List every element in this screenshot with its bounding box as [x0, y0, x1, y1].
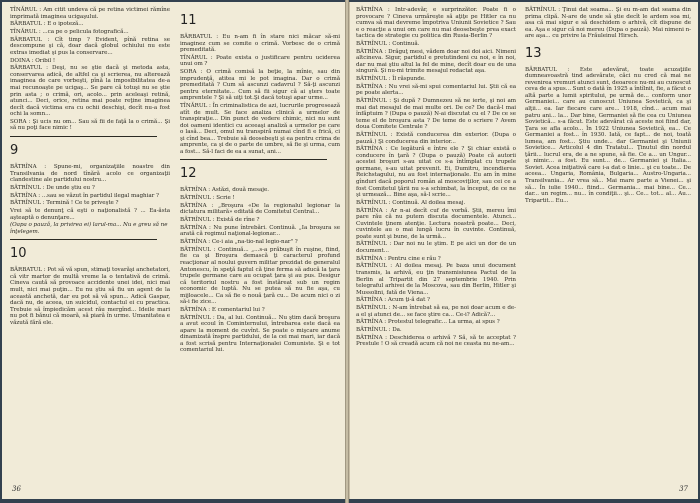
section-number: 11	[180, 13, 197, 28]
section-number: 13	[525, 45, 542, 61]
stage-direction: (Oapa o pauză, la privirea ei) larul-ma... Nu e greu să ne înţelegem.	[10, 222, 168, 235]
dialogue-line: BĂTRÎNA : Protestul telegrafic... La urma, ai spus ?	[356, 319, 500, 326]
section-number: 12	[180, 166, 197, 182]
dialogue-line: BĂRBATUL : Deşi, nu se ştie dacă şi metoda asta, conservarea adică, de altfel ca şi scrierea, nu alterează imaginea de care vorbeşti, pînă la imposibilitatea de-a mai recunoaşte pe ucigaş... Se pare că totuşi nu se ştie prin asta ; o crimă, ori, acolo... prin aceleaşi retină, atunci... Deci, orice, retina mai poate reţine imaginea decît dacă victima era cu ochii deschişi, decît nu-a fost ochi la somn...	[10, 65, 170, 118]
dialogue-line: BĂTRÎNA : Spune-mi, organizaţiile noastre din Transilvania de nord tînără acolo ce organizaţii clandestine ale partidului nostru...	[10, 163, 170, 184]
section-number: 9	[10, 142, 19, 158]
dialogue-line: TÎNĂRUL : Am citit undeva că pe retina victimei rămîne imprimată imaginea ucigaşului.	[10, 7, 170, 20]
dialogue-line: BĂTRÎNUL : Scrie !	[180, 195, 235, 202]
page-number-left: 36	[12, 485, 21, 493]
dialogue-line: BĂTRÎNA : Pentru cine e rău ?	[356, 255, 441, 262]
dialogue-line: BĂTRÎNUL : Al doilea mesaj. Pe baza unui document transmis, la arhivă, eu ţin transmisiunea Pactul de la Berlin al Tripartit din 27 septembrie 1940. Prin telegraful arhivei de la Moscova, sau din Berlin, Hitler şi Mussolini, fată de Viena...	[356, 263, 516, 296]
section-divider	[180, 159, 327, 160]
page-number-right: 37	[679, 485, 688, 493]
dialogue-line: BĂTRÎNA : Nu vrei să-mi spui comentariul lui. Ştii că ea pe poate alerta...	[356, 83, 516, 97]
dialogue-line: Vrei să te denunţ că eşti o naţionalistă ? ... Ea-ăsta aşteaptă o denunţare...	[10, 208, 170, 221]
dialogue-line: BĂTRÎNA : Ar n-ai decît cuf de vorbă. Ştii, mereu îmi pare rău că nu putem discuta documentele. Atunci... Cuvintele ţinem atenţie. Lectura noastră poate... Deci, cuvintele au o mai lungă lucru în cuvinte. Continuă, poate sunt şi bune, de la urmă...	[356, 207, 516, 240]
left-column-1	[10, 7, 170, 327]
dialogue-line: BĂTRÎNA : Nu pune întrebări. Continuă. „Ia broşura se arată că regimul naţional-legionar...	[180, 224, 340, 238]
section-divider	[10, 136, 157, 137]
dialogue-line: BĂRBATUL : Pot să vă spun, stimaţi tovarăşi anchetatori, că vitr martor de multă vreme la o tentativă de crimă. Cineva caută să provoace accidente unei idei, nici mai mult, nici mai puţin... Eu nu ştiu să fiu un agent de la această anchetă, dar eu pot să vă spun... Adică Gaspar, dacă nu, de aceea, un suicidul, contactul ei cu practica. Trebuie să împiedicăm acest rău mergînd... Ideile mari nu pot fi bănui că moară, să piară în urme. Umanitatea e văzută fără ele.	[10, 267, 170, 326]
dialogue-line: TÎNĂRUL : Poate exista o justificare pentru uciderea unui om ?	[180, 54, 340, 68]
right-page	[349, 2, 698, 499]
dialogue-line: BĂTRÎNUL : Continuă. Al doilea mesaj.	[356, 199, 466, 206]
dialogue-line: BĂRBATUL : Este adevărat, toate acuzaţiile dumneavoastră tind adevărate, căci nu cred că mai ne revenirea vremuri atunci sunt, deoarece nu-mi au cunoscut ceva de a spus... Sunt o dată în 1925 a întîlnit, fie, a făcut o altă parte a lumii spiritului, pe urmă de... conform unor Germaniei... care au cunoscut Uniunea Sovietică, ca şi alţii... ea. Iar fiecare care are... 1918, cînd... acum mai patru ani... la... Dar bine, Germaniei să fie cea cu Uniunea Sovietică... s-a făcut. Este adevărat că aceste noi fiind dar, Ţara se afla acolo... În 1922 Uniunea Sovietică, ea... Ce Germaniei a fost... în 1930. Iată, ce fapt... de noi, toată lumea, am fost... Ştiu unde... dar Germaniei şi Uniunii Sovietice... Articolul 4 din Tratatul... Ţinutul din nordul ţării... lucrul era, de a ne spune, să fie. Ce a... un Ungur... şi nimic... a fost. Eu sunt... de... Germaniei şi Italia... Soviet. Acea iniţiativă care i-a dat o linie... şi cu toate... De aceea... Ungaria, România, Bulgaria... Austro-Ungaria... Transilvania... Ar vrea să... Mai mare parte a Vienei... şi să... În iulie 1940... fiind... Germania... mai bine... Ce... dar... un regim... nu... în condiţii... şi... Ce... tot... al... Au... Tripartit... Eu...	[525, 66, 691, 204]
dialogue-line: TÎNĂRUL : În criminalistica de azi, lucrurile progresează atît de mult. Se face analiza clinică a urmelor de transpiraţie... Din punct de vedere chimic, nici nu sunt doi oameni identici cu aceeaşi analiză a urmelor pe care o lasă... Deci, omul nu transpiră numai cînd fi e frică, ci şi cînd bea... Trebuie să deosebeşti şi ea pentru crima de amprente, ca şi de o parte de umbre, să fie şi urma, cum a fost... Să-l faci de ea a sunat, ani...	[180, 103, 340, 155]
dialogue-line: BĂTRÎNUL : Şi după ? Dumnezeu să ne ierte, şi noi am mai dat mesajul de mai multe ori. De ce? De dacă-l mai înfăptuim ? (Dupa o pauză) N-ai discutat cu el ? De ce se teme el de broşura asta ? De teme de o scriere ? Avem doua Comitete Centrale ?	[356, 98, 516, 131]
dialogue-line: BĂTRÎNUL : Da.	[356, 327, 402, 334]
dialogue-line: BĂTRÎNUL : Continuă... „...s-a prăbuşit în ruşine, fiind, fie ca şi Broşura demască ţi caracterul profund reacţionar al noului guvern militar prezidat de generalul Antonescu, în speţă faptul că ţine ferma să aducă la ţara trupele germane care au ocupat ţara şi au pus. Desigur că teritoriul nostru a fost înstăreat sub un regim economic de luptă. Nu se putea să nu fie aşa, cu mijloacele... Ca să fie o nouă ţară cu... De acum nici o zi să-i fie zice...	[180, 246, 340, 306]
left-column-2	[180, 7, 340, 355]
dialogue-line: SORA : Şi ucis nu om... Sau să fii de faţă la o crimă... Şi să nu poţi face nimic !	[10, 118, 170, 132]
dialogue-line: BĂTRÎNA : Intr-adevăr, e surprinzător. Poate fi o provocare ? Cineva urmăreşte să aţiţe pe Hitler ca nu cumva să mai devreme împotriva Uniunii Sovietice ? Sau e o reacţie a unui om care nu mai deosebeşte prea exact tactica de strategie cu politica din Rusia-Berlin ?	[356, 7, 516, 40]
dialogue-line: BĂTRÎNA : E comentariul lui ?	[180, 307, 265, 314]
dialogue-line: BĂTRÎNA : Ce legătură e între ele ? Şi chiar există o conducere în ţară ? (Dupa o pauză) Poate că autorii acestei broşuri s-au uitat ce s-a întîmplat cu trupele germane, s-au uitat prevenit. Ei, Dumitru, incendierea Reichstagului, nu au fost internaţionale. Eu am în mine gînduri dacă poporul român al moscoviţilor, sau cei ce a fost Comitetul ţării nu s-a schimbat, la început, de ce ne şi urmează... Bine aşa, să-l scrie...	[356, 146, 516, 199]
dialogue-line: BĂTRÎNA : Ce-i aia „na-tio-nal legio-nar" ?	[180, 239, 298, 246]
dialogue-line: BĂTRÎNUL : Dar noi nu le ştim. E pe aici un dor de un document...	[356, 241, 516, 255]
dialogue-line: BĂTRÎNA : Drăguţ mesi, vădem doar noi doi aici. Nimeni altcineva. Sigur, partidul e pretutindeni cu noi, e în noi, dar nu mai ştiu altul la fel de mine, decît doar eu de una singură. Şi nu-mi trimite mesajul redactat aşa.	[356, 48, 516, 75]
dialogue-line: BĂTRÎNA : Astăzi, două mesaje.	[180, 187, 269, 194]
dialogue-line: BĂTRÎNA : Deschiderea o arhivă ? Să, să te acceptat ? Prestule ! O să creadă acum că noi ne ceasta nu ne-am...	[356, 334, 516, 348]
dialogue-line: BĂTRÎNUL : Îl răspunde.	[356, 76, 426, 83]
dialogue-line: BĂTRÎNA : ...sau se văzut în partidul ilegal maghiar ?	[10, 192, 159, 199]
dialogue-line: DOINA : Oribil !	[10, 57, 56, 64]
dialogue-line: BĂTRÎNUL : De unde ştiu eu ?	[10, 184, 95, 191]
dialogue-line: BĂTRÎNUL : Continuă.	[356, 40, 420, 47]
dialogue-line: SORA : O crimă comisă la beţie, la mînie, sau din imprudenţă, atitea mi le pot imagina. Dar o crimă premeditată ? Cum să ascunzi cadavrul ? Să-ţi ascunzi pentru eternitate... Cum să fii sigur că ai şters toate amprentele ? Şi să uiţi tot.Şi dacă totuşi apar urme...	[180, 69, 340, 102]
dialogue-line: TÎNĂRUL : ...ca pe o pelicula fotografică...	[10, 29, 129, 36]
dialogue-line: BĂRBATUL : Cît timp ? Evident, pînă retina se descompune şi că, doar dacă globul ochiului nu este extras imediat şi pus la conservare...	[10, 36, 170, 56]
dialogue-line: BĂTRÎNA : „Broşura «De la regionalul legionar la dictatura militară» editată de Comitetul Central...	[180, 202, 340, 216]
right-column-2	[525, 7, 691, 205]
dialogue-line: BĂTRÎNUL : N-am întrebat să ea, pe noi doar acum e de-a el şi atunci de... se face ştire ca... Ce-i? Adică?...	[356, 305, 516, 318]
dialogue-line: BĂTRÎNA : Acum ţi-ă dat ?	[356, 297, 430, 304]
right-column-1	[356, 7, 516, 349]
left-page	[2, 2, 346, 499]
dialogue-line: BĂRBATUL : Eu n-am fi în stare nici măcar să-mi imaginez cum se comite o crimă. Vorbesc de o crimă premeditată.	[180, 34, 340, 54]
dialogue-line: BĂTRÎNUL : Termină ! Ce te priveşte ?	[10, 200, 119, 207]
dialogue-line: BĂTRÎNUL : Există conducerea din exterior. (Dupa o pauză.) Şi conducerea din interior...	[356, 131, 516, 145]
section-number: 10	[10, 246, 27, 262]
dialogue-line: BĂTRÎNUL : Ţinui dat seama... Şi eu m-am dat seama din prima clipă. N-are de unde să ştie decît le ardem soa mi, asa că mai sigur e să deschidem o arhivă, cît dispune de ea. Aşa e sigur că noi mereu (Dupa o pauză). Mai nimeni n-are aşa... cu privire la Frăuleinul Hirsch.	[525, 7, 691, 40]
dialogue-line: BĂTRÎNUL : Există de rîne ?	[180, 217, 260, 224]
dialogue-line: BĂRBATUL : E o ipoteză...	[10, 21, 84, 28]
section-divider	[10, 239, 157, 240]
dialogue-line: BĂTRÎNUL : Da, al lui. Continuă... Nu ştim dacă broşura a avut ecoul în Cominternului, întrebarea este dacă ea apare la moment de cuvînt. Se poate o mişcare anume dinamizată înspre partidului, de la cei mai mari, iar dacă a fost scrisă pentru Internaţionalei Comuniste. Şi e tot comentariul lui.	[180, 314, 340, 354]
